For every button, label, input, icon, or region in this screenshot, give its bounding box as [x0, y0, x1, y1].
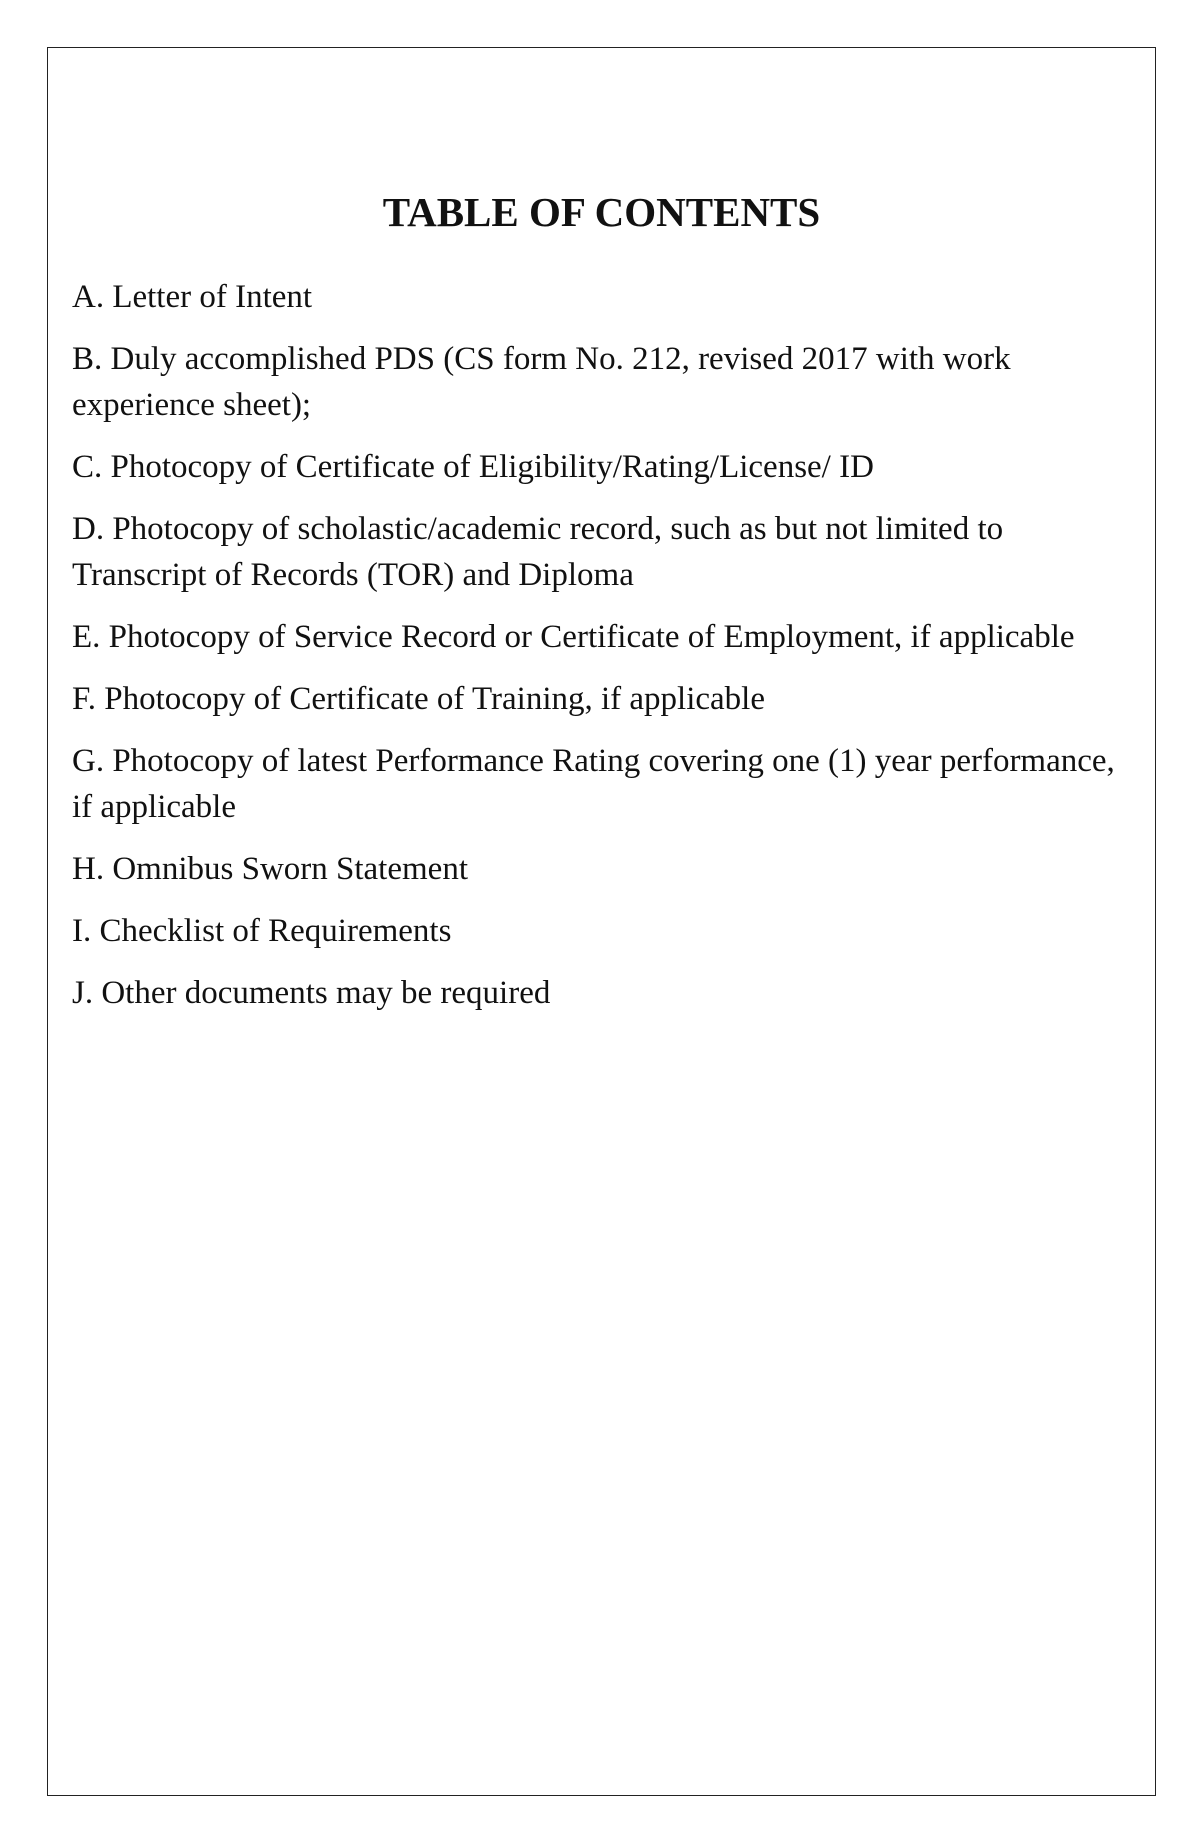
toc-item-f: F. Photocopy of Certificate of Training, if applicable: [72, 681, 765, 717]
page-border: [47, 47, 1156, 1796]
toc-item-i: I. Checklist of Requirements: [72, 913, 452, 949]
toc-item-d: D. Photocopy of scholastic/academic record, such as but not limited to Transcript of Records (TOR) and Diploma: [72, 511, 1004, 593]
toc-item-c: C. Photocopy of Certificate of Eligibility/Rating/License/ ID: [72, 449, 874, 485]
toc-item-b: B. Duly accomplished PDS (CS form No. 212, revised 2017 with work experience sheet);: [72, 341, 1011, 423]
toc-item-e: E. Photocopy of Service Record or Certificate of Employment, if applicable: [72, 619, 1075, 655]
page-title: TABLE OF CONTENTS: [382, 189, 821, 235]
toc-list: [72, 274, 1137, 1032]
toc-item-h: H. Omnibus Sworn Statement: [72, 851, 468, 887]
toc-item-g: G. Photocopy of latest Performance Rating covering one (1) year performance, if applicable: [72, 743, 1115, 825]
toc-item-j: J. Other documents may be required: [72, 975, 551, 1011]
toc-item-a: A. Letter of Intent: [72, 279, 313, 315]
